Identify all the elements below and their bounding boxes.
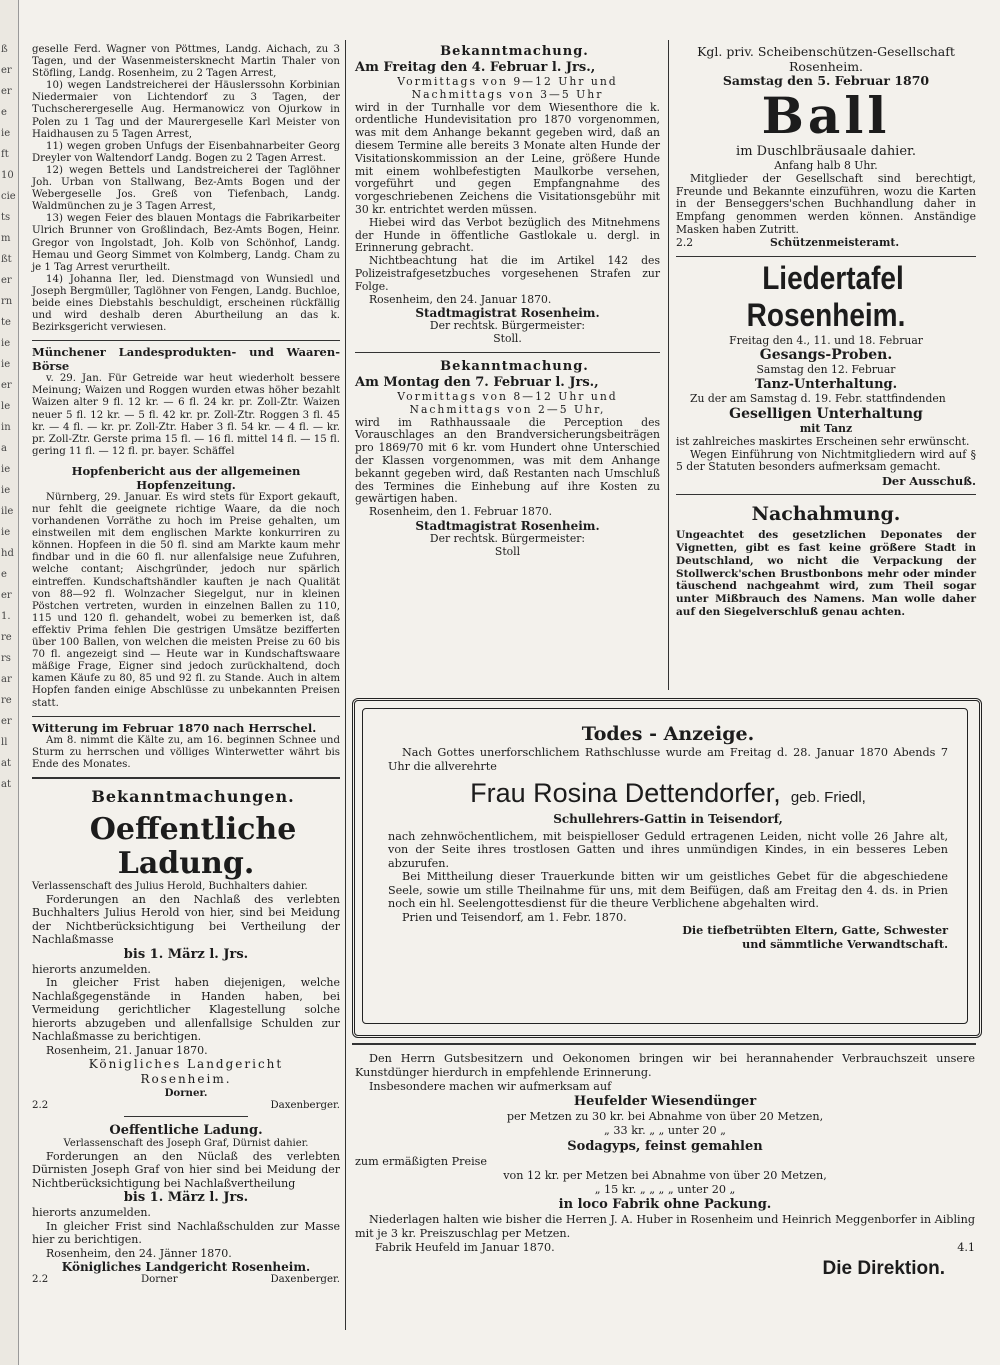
hops-heading: Hopfenbericht aus der allgemeinen Hopfenzeitung. <box>71 463 301 492</box>
death-notice-text2: Bei Mittheilung dieser Trauerkunde bitten wir um geistliches Gebet für die abgeschiedene Seele, sowie um stille Theilnahme für uns, mit dem Beifügen, daß am Freitag den 4. ds. in Prien noch ein hl. Seelengottesdienst für die theure Verblichene abgehalten wird. <box>388 870 948 910</box>
hops-report: Nürnberg, 29. Januar. Es wird stets für Export gekauft, nur fehlt die geeignete richtige Waare, da die noch vorhandenen Vorräthe zu hoch im Preise gehalten, um einstweilen mit dem englischen Markte konkurriren zu können. Hopfeen in die 50 fl. sind am Markte kaum mehr findbar und in die 60 fl. nur allenfalsige neue Zufuhren, welche contant; Aischgründer, jedoch nur spärlich eintreffen. Kundschaftshändler kauften je nach Qualität von 88—92 fl. Wolnzacher Siegelgut, nur in kleinen Pöstchen vertreten, wurden in einzelnen Ballen zu 110, 115 und 120 fl. gehandelt, wobei zu bemerken ist, daß effektiv Prima fehlen Die gestrigen Umsätze bezifferten über 100 Ballen, von welchen die meisten Preise zu 60 bis 70 fl. angezeigt sind — Heute war in Kundschaftswaare mäßige Frage, Eigner sind jedoch zurückhaltend, doch kamen Käufe zu 80, 85 und 92 fl. zu Stande. Auch in altem Hopfen fanden einige Abschlüsse zu unbekannten Preisen statt. <box>32 491 340 709</box>
summons-2-date: Rosenheim, den 24. Jänner 1870. <box>46 1246 232 1260</box>
ball-signature: Schützenmeisteramt. <box>770 235 900 249</box>
margin-fragment: ile <box>1 506 14 517</box>
liedertafel-event-sub: mit Tanz <box>799 421 853 435</box>
margin-fragment: ie <box>1 464 11 475</box>
margin-fragment: hd <box>1 548 14 559</box>
margin-fragment: e <box>1 107 7 118</box>
deceased-role: Schullehrers-Gattin in Teisendorf, <box>553 812 783 826</box>
liedertafel-text2: ist zahlreiches maskirtes Erscheinen sehr erwünscht. <box>676 434 970 448</box>
margin-fragment: in <box>1 422 11 433</box>
ball-time: Anfang halb 8 Uhr. <box>774 159 878 172</box>
ball-number: 2.2 <box>676 235 694 249</box>
liedertafel-text3: Wegen Einführung von Nichtmitgliedern wird auf § 5 der Statuten besonders aufmerksam gemacht. <box>676 447 976 474</box>
summons-2-text: Forderungen an den Nüclaß des verlebten Dürnisten Joseph Graf von hier sind bei Meidung der Nichtberücksichtigung bei Nachlaßvertheilung <box>32 1149 340 1190</box>
summons-1-text2: In gleicher Frist haben diejenigen, welche Nachlaßgegenstände in Handen haben, bei Vermeidung gerichtlicher Klagestellung solche hierorts abzugeben und allenfallsige Schulden zur Nachlaßmasse zu berichtigen. <box>32 976 340 1044</box>
notice-2-date: Am Montag den 7. Februar l. Jrs., <box>355 374 599 390</box>
summons-2-register: hierorts anzumelden. <box>32 1206 151 1220</box>
summons-2-subtitle: Verlassenschaft des Joseph Graf, Dürnist dahier. <box>63 1137 309 1149</box>
notice-1-role: Der rechtsk. Bürgermeister: <box>429 319 586 333</box>
liedertafel-saturday: Samstag den 12. Februar <box>756 363 896 377</box>
column-left <box>32 44 340 1286</box>
divider <box>32 777 340 779</box>
margin-fragment: 10 <box>1 170 14 181</box>
margin-fragment: ts <box>1 212 11 223</box>
liedertafel-dance: Tanz-Unterhaltung. <box>754 377 898 393</box>
liedertafel-signature: Der Ausschuß. <box>881 474 976 489</box>
margin-fragment: ll <box>1 737 8 748</box>
margin-fragment: er <box>1 86 12 97</box>
notice-2-signature: Stadtmagistrat Rosenheim. <box>415 518 600 533</box>
divider <box>32 716 340 717</box>
margin-fragment: at <box>1 779 11 790</box>
margin-fragment: rn <box>1 296 13 307</box>
liedertafel-title: Liedertafel Rosenheim. <box>746 259 906 333</box>
divider <box>355 352 660 353</box>
notice-2-time: Vormittags von 8—12 Uhr und Nachmittags von 2—5 Uhr, <box>397 389 618 416</box>
summons-1-court: Königliches Landgericht <box>88 1057 284 1072</box>
notice-2-role: Der rechtsk. Bürgermeister: <box>429 531 586 545</box>
fertilizer-signature: Die Direktion. <box>822 1257 945 1279</box>
margin-fragment: at <box>1 758 11 769</box>
notice-1-place-date: Rosenheim, den 24. Januar 1870. <box>369 292 552 306</box>
deceased-name: Frau Rosina Dettendorfer, <box>470 778 781 808</box>
margin-fragment: er <box>1 716 12 727</box>
summons-2-court: Königliches Landgericht Rosenheim. <box>61 1260 311 1275</box>
notice-1-text: wird in der Turnhalle vor dem Wiesenthore die k. ordentliche Hundevisitation pro 1870 vorgenommen, was mit dem Anhange bekannt gegeben wird, daß an diesem Termine alle bereits 3 Monate alten Hunde der Visitationskommission an der Leine, größere Hunde mit einem wohlbefestigten Maulkorbe versehen, vorgeführt und gegen Empfangnahme des vorgeschriebenen Zeichens die Visitationsgebühr mit 30 kr. entrichtet werden müssen. <box>355 100 660 216</box>
margin-fragment: ie <box>1 527 11 538</box>
margin-fragment: ie <box>1 128 11 139</box>
product-2-price-1: von 12 kr. per Metzen bei Abnahme von über 20 Metzen, <box>503 1168 827 1182</box>
notice-2-heading: Bekanntmachung. <box>440 358 589 374</box>
margin-fragment: er <box>1 380 12 391</box>
margin-fragment: er <box>1 275 12 286</box>
margin-fragment: re <box>1 695 12 706</box>
notice-2-name: Stoll <box>494 544 521 558</box>
ball-date: Samstag den 5. Februar 1870 <box>722 73 930 88</box>
notice-1-name: Stoll. <box>493 332 522 346</box>
fertilizer-depots: Niederlagen halten wie bisher die Herren J. A. Huber in Rosenheim und Heinrich Meggenborfer in Aibling mit je 3 kr. Preiszuschlag per Metzen. <box>355 1213 975 1241</box>
court-item-9: geselle Ferd. Wagner von Pöttmes, Landg. Aichach, zu 3 Tagen, und der Wasenmeistersknecht Martin Thaler von Stöfling, Landg. Rosenheim, zu 2 Tagen Arrest, <box>32 44 340 80</box>
ball-footer <box>676 237 976 250</box>
market-report: v. 29. Jan. Für Getreide war heut wiederholt bessere Meinung; Waizen und Roggen wurden etwas höher bezahlt Waizen alter 9 fl. 12 kr. — 6 fl. 24 kr. pr. Zoll-Ztr. Waizen neuer 5 fl. 12 kr. — 5 fl. 42 kr. pr. Zoll-Ztr. Roggen 3 fl. 45 kr. — 4 fl. — kr. pr. Zoll-Ztr. Haber 3 fl. 54 kr. — 4 fl. — kr. pr. Zoll-Ztr. Gerste prima 15 fl. — 16 fl. mittel 14 fl. — 15 fl. gering 11 fl. — 12 fl. pr. bayer. Schäffel <box>32 373 340 457</box>
summons-2-title: Oeffentliche Ladung. <box>109 1122 263 1138</box>
margin-fragment: ß <box>1 44 8 55</box>
death-notice-signature-1: Die tiefbetrübten Eltern, Gatte, Schwester <box>682 923 948 937</box>
product-2-price-2: „ 15 kr. „ „ „ „ unter 20 „ <box>594 1182 736 1196</box>
margin-fragment: cie <box>1 191 16 202</box>
margin-fragment: m <box>1 233 11 244</box>
divider <box>32 340 340 341</box>
margin-fragment: ie <box>1 485 11 496</box>
death-notice-intro: Nach Gottes unerforschlichem Rathschlusse wurde am Freitag d. 28. Januar 1870 Abends 7 Uhr die allverehrte <box>388 746 948 773</box>
death-notice-place: Prien und Teisendorf, am 1. Febr. 1870. <box>402 910 627 924</box>
ball-text: Mitglieder der Gesellschaft sind berechtigt, Freunde und Bekannte einzuführen, wozu die Karten in der Benseggers'schen Buchhandlung daher in Empfang genommen werden können. Anständige Masken haben Zutritt. <box>676 171 976 236</box>
margin-fragment: ie <box>1 359 11 370</box>
court-item-10: 10) wegen Landstreicherei der Häuslerssohn Korbinian Niedermaier von Lichtendorf zu 3 Tagen, der Tuchscherergeselle Aug. Hermanowicz von Ojurkow in Polen zu 1 Tag und der Maurergeselle Karl Meister von Haidhausen zu 5 Tagen Arrest, <box>32 80 340 140</box>
market-heading: Münchener Landesprodukten- und Waaren-Börse <box>32 345 340 374</box>
margin-fragment: 1. <box>1 611 11 622</box>
product-2-intro: zum ermäßigten Preise <box>355 1154 488 1168</box>
summons-1-number: 2.2 <box>32 1099 49 1111</box>
product-2-name: Sodagyps, feinst gemahlen <box>567 1138 763 1154</box>
fertilizer-ad <box>355 1052 975 1281</box>
death-notice-name-row <box>388 777 948 809</box>
divider <box>352 1043 976 1045</box>
announcements-heading: Bekanntmachungen. <box>91 786 295 806</box>
margin-fragment: ßt <box>1 254 12 265</box>
summons-1-subtitle: Verlassenschaft des Julius Herold, Buchhalters dahier. <box>32 880 308 892</box>
margin-fragment: ar <box>1 674 12 685</box>
summons-2-footer <box>32 1274 340 1286</box>
notice-1-heading: Bekanntmachung. <box>440 44 589 59</box>
margin-fragment: er <box>1 65 12 76</box>
margin-fragment: a <box>1 443 7 454</box>
summons-2-number: 2.2 <box>32 1274 49 1286</box>
summons-1-title: Oeffentliche Ladung. <box>89 811 297 881</box>
notice-1-time: Vormittags von 9—12 Uhr und Nachmittags von 3—5 Uhr <box>397 75 618 101</box>
product-1-price-1: per Metzen zu 30 kr. bei Abnahme von über 20 Metzen, <box>506 1110 824 1124</box>
summons-1-register: hierorts anzumelden. <box>32 962 151 976</box>
ball-location: im Duschlbräusaale dahier. <box>736 144 916 159</box>
summons-2-text2: In gleicher Frist sind Nachlaßschulden zur Masse hier zu berichtigen. <box>32 1219 340 1247</box>
notice-1-text2: Hiebei wird das Verbot bezüglich des Mitnehmens der Hunde in öffentliche Gastlokale u. dergl. in Erinnerung gebracht. <box>355 215 660 255</box>
ball-title: Ball <box>761 86 891 145</box>
summons-1-footer <box>32 1100 340 1112</box>
fertilizer-footer <box>355 1241 975 1255</box>
fertilizer-intro: Den Herrn Gutsbesitzern und Oekonomen bringen wir bei herannahender Verbrauchszeit unsere Kunstdünger hierdurch in empfehlende Erinnerung. <box>355 1052 975 1079</box>
product-terms: in loco Fabrik ohne Packung. <box>558 1197 772 1213</box>
ball-society: Kgl. priv. Scheibenschützen-Gesellschaft Rosenheim. <box>697 44 955 74</box>
divider <box>676 256 976 257</box>
court-item-13: 13) wegen Feier des blauen Montags die Fabrikarbeiter Ulrich Brunner von Großlindach, Bez-Amts Bogen, Heinr. Gregor von Ingolstadt, Joh. Kolb von Schönhof, Landg. Hemau und Georg Simmet von Kolmberg, Landg. Cham zu je 1 Tag Arrest verurtheilt. <box>32 213 340 273</box>
death-notice-title: Todes - Anzeige. <box>581 723 755 745</box>
fertilizer-intro-2: Insbesondere machen wir aufmerksam auf <box>369 1079 612 1093</box>
summons-2-judge: Dorner <box>141 1274 178 1286</box>
margin-fragment: er <box>1 590 12 601</box>
product-1-name: Heufelder Wiesendünger <box>573 1094 757 1110</box>
margin-fragment: ft <box>1 149 9 160</box>
divider <box>676 494 976 495</box>
margin-fragment: le <box>1 401 11 412</box>
summons-2-deadline: bis 1. März l. Jrs. <box>123 1190 249 1206</box>
summons-1-deadline: bis 1. März l. Jrs. <box>123 946 249 962</box>
deceased-maiden-name: geb. Friedl, <box>790 789 866 806</box>
margin-fragment: re <box>1 632 12 643</box>
margin-fragment: rs <box>1 653 11 664</box>
summons-1-judge: Dorner. <box>164 1087 208 1100</box>
summons-2-clerk: Daxenberger. <box>270 1274 340 1286</box>
liedertafel-dates: Freitag den 4., 11. und 18. Februar <box>729 333 923 347</box>
fertilizer-number: 4.1 <box>957 1240 975 1254</box>
court-item-14: 14) Johanna Iler, led. Dienstmagd von Wunsiedl und Joseph Bergmüller, Taglöhner von Fengen, Landg. Buchloe, beide eines Diebstahls beschuldigt, erscheinen rückfällig und wird deshalb deren Aburtheilung an das k. Bezirksgericht verwiesen. <box>32 273 340 334</box>
notice-2-text: wird im Rathhaussaale die Perception des Vorauschlages an den Brandversicherungsbeiträgen pro 1869/70 mit 6 kr. vom Hundert ohne Unterschied der Klassen vorgenommen, was mit dem Anhange bekannt gegeben wird, daß Restanten nach Umschluß des Termines die Einhebung auf ihre Kosten zu gewärtigen haben. <box>355 415 660 506</box>
liedertafel-text1: Zu der am Samstag d. 19. Febr. stattfindenden <box>690 392 946 406</box>
left-page-edge <box>0 0 19 1365</box>
column-right <box>676 44 976 619</box>
margin-fragment: e <box>1 569 7 580</box>
weather-heading: Witterung im Februar 1870 nach Herrschel. <box>32 720 317 735</box>
summons-1-date: Rosenheim, 21. Januar 1870. <box>46 1043 208 1057</box>
liedertafel-rehearsals: Gesangs-Proben. <box>759 347 893 364</box>
margin-fragment: te <box>1 317 11 328</box>
margin-fragment: ie <box>1 338 11 349</box>
liedertafel-event: Geselligen Unterhaltung <box>729 405 923 422</box>
court-item-12: 12) wegen Bettels und Landstreicherei der Taglöhner Joh. Urban von Stallwang, Bez-Amts Bogen und der Webergeselle Jos. Greß von Tiefenbach, Landg. Waldmünchen zu je 3 Tagen Arrest, <box>32 164 340 213</box>
notice-1-signature: Stadtmagistrat Rosenheim. <box>415 306 600 321</box>
death-notice <box>388 722 948 951</box>
notice-2-place-date: Rosenheim, den 1. Februar 1870. <box>369 505 553 519</box>
column-rule-1 <box>345 40 346 1330</box>
notice-1-text3: Nichtbeachtung hat die im Artikel 142 des Polizeistrafgesetzbuches vorgesehenen Strafen zur Folge. <box>355 254 660 293</box>
fertilizer-place: Fabrik Heufeld im Januar 1870. <box>375 1240 555 1254</box>
notice-1-date: Am Freitag den 4. Februar l. Jrs., <box>355 60 596 75</box>
imitation-title: Nachahmung. <box>751 503 901 526</box>
death-notice-text1: nach zehnwöchentlichem, mit beispielloser Geduld ertragenen Leiden, nicht volle 26 Jahre alt, von der Seite ihres trostlosen Gatten und ihres unmündigen Kindes, in ein besseres Leben abzurufen. <box>388 829 948 870</box>
court-item-11: 11) wegen groben Unfugs der Eisenbahnarbeiter Georg Dreyler von Waltendorf Landg. Bogen zu 2 Tagen Arrest. <box>32 140 340 164</box>
summons-1-text: Forderungen an den Nachlaß des verlebten Buchhalters Julius Herold von hier, sind bei Meidung der Nichtberücksichtigung bei Vertheilung der Nachlaßmasse <box>32 892 340 947</box>
death-notice-signature-2: und sämmtliche Verwandtschaft. <box>742 936 948 951</box>
column-rule-2 <box>668 40 669 690</box>
weather-text: Am 8. nimmt die Kälte zu, am 16. beginnen Schnee und Sturm zu herrschen und völliges Winterwetter währt bis Ende des Monates. <box>32 734 340 770</box>
divider <box>124 1116 247 1117</box>
summons-1-court-city: Rosenheim. <box>140 1072 232 1087</box>
product-1-price-2: „ 33 kr. „ „ unter 20 „ <box>604 1124 726 1138</box>
summons-1-clerk: Daxenberger. <box>270 1099 340 1111</box>
imitation-text: Ungeachtet des gesetzlichen Deponates der Vignetten, gibt es fast keine größere Stadt in Deutschland, wo nicht die Verpackung der Stollwerck'schen Brustbonbons mehr oder minder täuschend nachgeahmt wird, zum Theil sogar unter Mißbrauch des Namens. Man wolle daher auf den Siegelverschluß genau achten. <box>676 529 976 618</box>
column-middle <box>355 44 660 559</box>
